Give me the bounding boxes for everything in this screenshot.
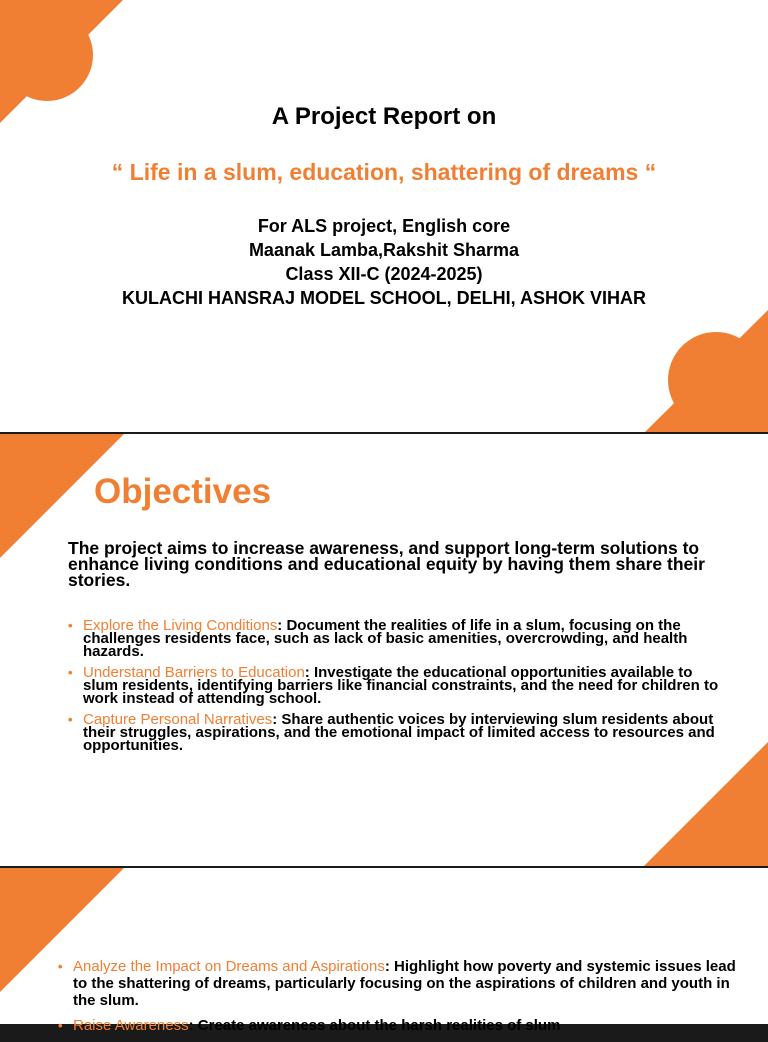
bullet-icon: • <box>68 618 73 633</box>
bullet-term: Analyze the Impact on Dreams and Aspirations <box>73 958 385 975</box>
bullet-term: Capture Personal Narratives <box>83 711 273 728</box>
bullet-description: : Share authentic voices by interviewing slum residents about their struggles, aspirations, and the emotional impact of limited access to resources and opportunities. <box>83 711 715 754</box>
bullet-term: Explore the Living Conditions <box>83 617 278 634</box>
bullet-icon: • <box>68 665 73 680</box>
info-line-project: For ALS project, English core <box>257 216 511 236</box>
list-item <box>68 619 728 658</box>
slide-title <box>0 0 768 432</box>
info-line-class: Class XII-C (2024-2025) <box>285 264 483 284</box>
bullet-term: Understand Barriers to Education <box>83 664 305 681</box>
slide-objectives-continued <box>0 868 768 1034</box>
info-line-school: KULACHI HANSRAJ MODEL SCHOOL, DELHI, ASHOK VIHAR <box>121 288 647 308</box>
bullet-icon: • <box>68 712 73 727</box>
list-item <box>58 958 738 1009</box>
report-title: A Project Report on <box>271 103 497 130</box>
slide-objectives <box>0 434 768 866</box>
list-item <box>68 713 728 752</box>
bullet-icon: • <box>58 959 63 974</box>
objectives-list-continued <box>58 958 738 1042</box>
objectives-heading: Objectives <box>94 472 272 511</box>
bullet-description: : Document the realities of life in a slum, focusing on the challenges residents face, such as lack of basic amenities, overcrowding, and health hazards. <box>83 617 688 660</box>
list-item <box>58 1017 738 1034</box>
objectives-list <box>68 619 728 760</box>
bullet-icon: • <box>58 1018 63 1033</box>
objectives-intro: The project aims to increase awareness, and support long-term solutions to enhance living conditions and educational equity by having them share their stories. <box>68 538 705 590</box>
top-left-circle <box>1 9 93 101</box>
list-item <box>68 666 728 705</box>
bullet-term: Raise Awareness <box>73 1017 189 1034</box>
report-subtitle: “ Life in a slum, education, shattering of dreams “ <box>111 159 657 185</box>
report-info <box>0 214 768 310</box>
bullet-description: : Investigate the educational opportunities available to slum residents, identifying barriers like financial constraints, and the need for children to work instead of attending school. <box>83 664 719 707</box>
bottom-right-triangle <box>644 742 768 866</box>
bullet-description: : Highlight how poverty and systemic issues lead to the shattering of dreams, particularly focusing on the aspirations of children and youth in the slum. <box>73 958 736 1009</box>
bottom-right-circle <box>668 332 764 428</box>
bullet-description: : Create awareness about the harsh realities of slum <box>188 1017 561 1034</box>
info-line-authors: Maanak Lamba,Rakshit Sharma <box>248 240 520 260</box>
